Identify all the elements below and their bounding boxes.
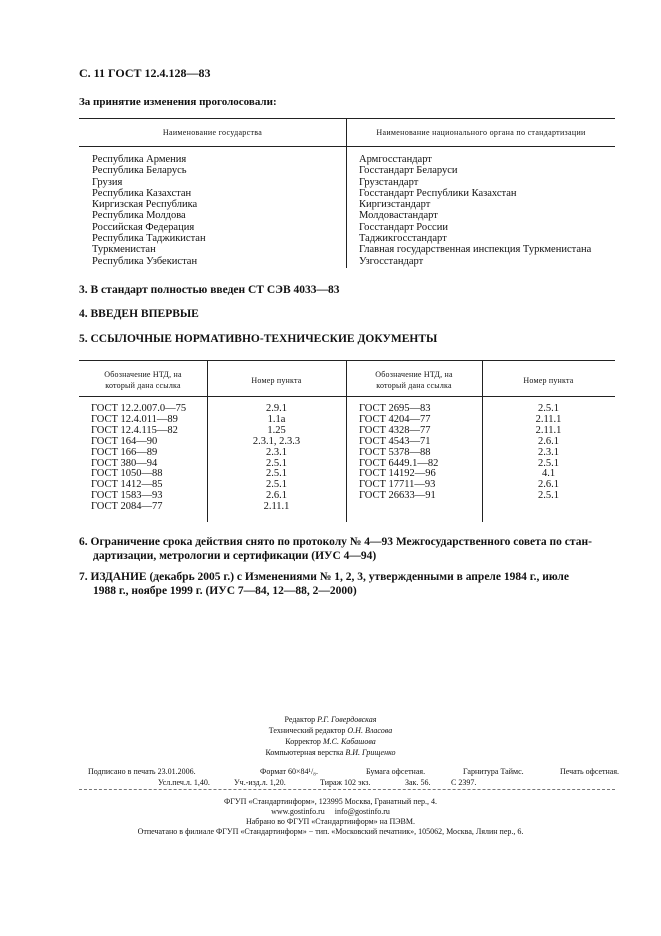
ntd-doc-header-left: Обозначение НТД, на который дана ссылка — [104, 370, 182, 390]
ntd-doc-row: ГОСТ 1583—93 — [91, 490, 163, 502]
typeset-line: Набрано во ФГУП «Стандартинформ» на ПЭВМ. — [245, 817, 416, 826]
ntd-doc-row: ГОСТ 14192—96 — [359, 468, 436, 480]
ntd-item-row: 2.6.1 — [538, 435, 559, 447]
website-link[interactable]: www.gostinfo.ru — [271, 807, 325, 816]
standards-body-row: Грузстандарт — [359, 176, 419, 188]
ntd-item-row: 2.11.1 — [535, 424, 562, 436]
ntd-item-row: 2.5.1 — [538, 490, 559, 502]
ntd-doc-header-right: Обозначение НТД, на который дана ссылка — [375, 370, 453, 390]
ntd-doc-row: ГОСТ 12.2.007.0—75 — [91, 403, 187, 414]
body-list — [359, 154, 591, 267]
ntd-item-row: 2.5.1 — [538, 457, 559, 469]
ntd-item-row: 2.5.1 — [538, 403, 559, 414]
ntd-item-row: 2.11.1 — [535, 413, 562, 425]
ntd-item-header-left: Номер пункта — [251, 376, 302, 385]
ntd-item-row: 2.11.1 — [263, 501, 290, 513]
ntd-doc-row: ГОСТ 164—90 — [91, 435, 158, 447]
publisher-line: ФГУП «Стандартинформ», 123995 Москва, Гранатный пер., 4. — [223, 797, 438, 806]
imprint-divider — [79, 789, 615, 790]
ntd-item-row: 2.3.1, 2.3.3 — [252, 435, 301, 447]
state-row: Туркменистан — [92, 244, 156, 256]
ntd-doc-row: ГОСТ 1050—88 — [91, 468, 163, 480]
table-header-rule — [79, 146, 615, 147]
ntd-header-rule — [79, 396, 615, 397]
signed-date: Подписано в печать 23.01.2006. — [88, 767, 196, 776]
state-row: Российская Федерация — [92, 221, 195, 233]
state-row: Республика Беларусь — [92, 165, 187, 177]
state-row: Республика Молдова — [92, 210, 186, 222]
section-6: 6. Ограничение срока действия снято по протоколу № 4—93 Межгосударственного совета по стан- дартизации, метрологии и сертификации (ИУС 4—94) — [79, 536, 592, 562]
state-row: Республика Таджикистан — [92, 233, 206, 245]
ntd-doc-row: ГОСТ 380—94 — [91, 457, 158, 469]
proofreader-line: Корректор М.С. Кабашова — [285, 737, 376, 746]
ntd-item-row: 2.5.1 — [266, 457, 287, 469]
ntd-item-row: 2.6.1 — [538, 479, 559, 491]
section-7: 7. ИЗДАНИЕ (декабрь 2005 г.) с Изменениями № 1, 2, 3, утвержденными в апреле 1984 г., июле 1988 г., ноябре 1999 г. (ИУС 7—84, 12—88, 2—2000) — [79, 571, 569, 597]
body-column-header: Наименование национального органа по стандартизации — [376, 128, 586, 137]
contacts-line — [0, 807, 661, 817]
right-item-list — [482, 404, 615, 502]
ntd-doc-row: ГОСТ 4328—77 — [359, 424, 431, 436]
standards-body-row: Армгосстандарт — [359, 154, 432, 165]
tech-editor-line: Технический редактор О.Н. Власова — [268, 726, 393, 735]
votes-title: За принятие изменения проголосовали: — [79, 96, 277, 108]
table-column-rule — [346, 118, 347, 268]
ntd-doc-row: ГОСТ 26633—91 — [359, 490, 436, 502]
ntd-doc-row: ГОСТ 12.4.115—82 — [91, 424, 178, 436]
standards-body-row: Молдовастандарт — [359, 210, 438, 222]
section-4: 4. ВВЕДЕН ВПЕРВЫЕ — [79, 308, 199, 320]
ntd-doc-row: ГОСТ 2695—83 — [359, 403, 431, 414]
standards-body-row: Госстандарт Беларуси — [359, 165, 458, 177]
ntd-doc-row: ГОСТ 2084—77 — [91, 501, 163, 513]
state-row: Киргизская Республика — [92, 199, 198, 211]
ntd-item-row: 2.3.1 — [266, 446, 287, 458]
standards-body-row: Главная государственная инспекция Туркменистана — [359, 244, 592, 256]
ntd-item-row: 2.5.1 — [266, 468, 287, 480]
state-column-header: Наименование государства — [162, 128, 263, 137]
ntd-item-row: 2.5.1 — [266, 479, 287, 491]
ntd-item-row: 2.6.1 — [266, 490, 287, 502]
ntd-item-row: 2.9.1 — [266, 403, 287, 414]
section-3: 3. В стандарт полностью введен СТ СЭВ 4033—83 — [79, 284, 340, 296]
standards-body-row: Госстандарт Республики Казахстан — [359, 187, 517, 199]
print-sheets: Усл.печ.л. 1,40. — [158, 778, 210, 787]
table-top-rule — [79, 118, 615, 119]
ntd-item-row: 4.1 — [541, 468, 556, 480]
standards-body-row: Таджикгосстандарт — [359, 233, 447, 245]
editor-line: Редактор Р.Г. Говердовская — [284, 715, 377, 724]
left-doc-list — [91, 404, 186, 513]
printing: Печать офсетная. — [560, 767, 620, 776]
standards-body-row: Узгосстандарт — [359, 255, 424, 267]
ntd-item-row: 2.3.1 — [538, 446, 559, 458]
state-row: Республика Армения — [92, 154, 187, 165]
typeface: Гарнитура Таймс. — [463, 767, 524, 776]
ntd-item-row: 1.1а — [267, 413, 286, 425]
format: Формат 60×84¹/₈. — [260, 767, 318, 776]
page-header: С. 11 ГОСТ 12.4.128—83 — [79, 66, 211, 80]
order-number: Зак. 56. — [405, 778, 431, 787]
ntd-doc-row: ГОСТ 166—89 — [91, 446, 158, 458]
paper: Бумага офсетная. — [366, 767, 426, 776]
ntd-doc-row: ГОСТ 5378—88 — [359, 446, 431, 458]
ntd-doc-row: ГОСТ 12.4.011—89 — [91, 413, 178, 425]
standards-body-row: Госстандарт России — [359, 221, 448, 233]
standards-body-row: Киргизстандарт — [359, 199, 431, 211]
section-5: 5. ССЫЛОЧНЫЕ НОРМАТИВНО-ТЕХНИЧЕСКИЕ ДОКУМЕНТЫ — [79, 333, 438, 345]
state-row: Грузия — [92, 176, 123, 188]
ntd-item-header-right: Номер пункта — [523, 376, 574, 385]
state-row: Республика Казахстан — [92, 187, 192, 199]
state-list — [92, 154, 206, 267]
state-row: Республика Узбекистан — [92, 255, 198, 267]
layout-line: Компьютерная верстка В.И. Грищенко — [265, 748, 396, 757]
email-link[interactable]: info@gostinfo.ru — [334, 807, 390, 816]
right-doc-list — [359, 404, 438, 502]
print-run: Тираж 102 экз. — [320, 778, 371, 787]
printed-line: Отпечатано в филиале ФГУП «Стандартинформ» − тип. «Московский печатник», 105062, Москва, Лялин пер., 6. — [137, 827, 524, 836]
ntd-doc-row: ГОСТ 6449.1—82 — [359, 457, 439, 469]
ntd-doc-row: ГОСТ 17711—93 — [359, 479, 436, 491]
left-item-list — [207, 404, 346, 513]
code-number: С 2397. — [451, 778, 477, 787]
ntd-top-rule — [79, 360, 615, 361]
ntd-item-row: 1.25 — [267, 424, 286, 436]
ntd-doc-row: ГОСТ 4204—77 — [359, 413, 431, 425]
ntd-doc-row: ГОСТ 4543—71 — [359, 435, 431, 447]
pub-sheets: Уч.-изд.л. 1,20. — [234, 778, 286, 787]
ntd-doc-row: ГОСТ 1412—85 — [91, 479, 163, 491]
